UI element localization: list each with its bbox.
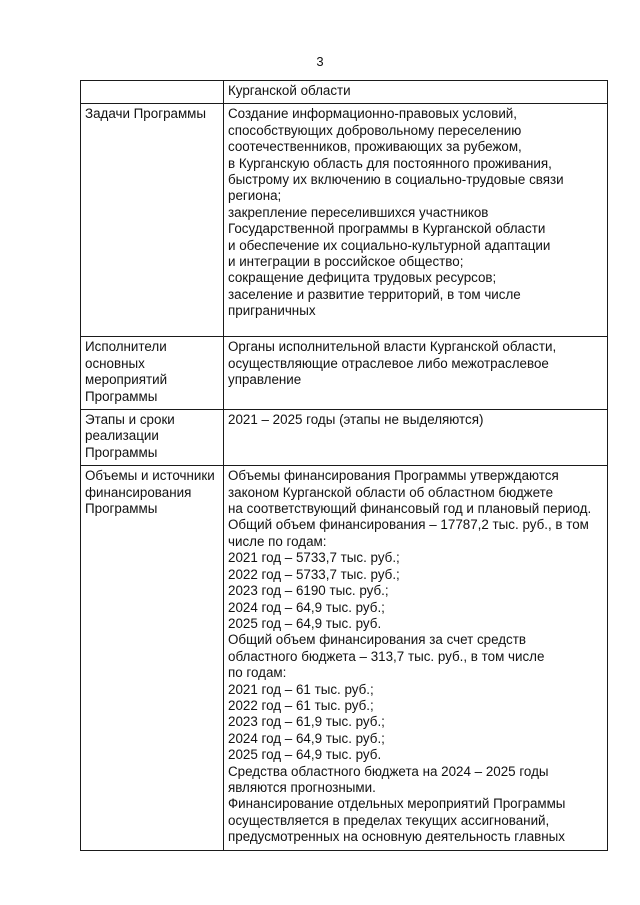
label-line: Программы: [85, 388, 158, 404]
value-line: 2022 год – 61 тыс. руб.;: [228, 697, 374, 713]
value-line: приграничных: [228, 303, 316, 319]
label-line: реализации: [85, 428, 159, 444]
value-line: Общий объем финансирования за счет средств: [228, 632, 526, 648]
row-program-tasks: [81, 104, 608, 337]
label-cell: [81, 104, 224, 337]
row-funding-volumes-sources: [81, 466, 608, 850]
row-program-executors: [81, 337, 608, 410]
value-line: и интеграции в российское общество;: [228, 254, 464, 270]
value-line: Создание информационно-правовых условий,: [228, 106, 518, 122]
value-line: 2025 год – 64,9 тыс. руб.: [228, 747, 382, 763]
value-line: 2023 год – 6190 тыс. руб.;: [228, 583, 389, 599]
value-line: 2021 – 2025 годы (этапы не выделяются): [228, 412, 484, 428]
value-line: Органы исполнительной власти Курганской области,: [228, 339, 557, 355]
value-line: 2024 год – 64,9 тыс. руб.;: [228, 599, 385, 615]
value-line: 2025 год – 64,9 тыс. руб.: [228, 615, 382, 631]
value-line: по годам:: [228, 665, 287, 681]
label-line: Исполнители: [85, 339, 167, 355]
label-cell: [81, 81, 224, 104]
label-cell: [81, 337, 224, 410]
value-line: в Курганскую область для постоянного проживания,: [228, 155, 552, 171]
value-line: на соответствующий финансовый год и плановый период.: [228, 501, 592, 517]
label-line: Объемы и источники: [85, 468, 215, 484]
value-line: управление: [228, 372, 302, 388]
value-line: Курганской области: [228, 83, 351, 98]
value-line: 2022 год – 5733,7 тыс. руб.;: [228, 566, 400, 582]
value-line: закрепление переселившихся участников: [228, 204, 489, 220]
label-line: Задачи Программы: [85, 106, 207, 122]
value-line: Объемы финансирования Программы утверждаются: [228, 468, 559, 484]
value-line: 2021 год – 61 тыс. руб.;: [228, 681, 374, 697]
value-line: Финансирование отдельных мероприятий Программы: [228, 796, 566, 812]
value-cell: [224, 410, 608, 466]
value-line: сокращение дефицита трудовых ресурсов;: [228, 270, 497, 286]
value-line: Общий объем финансирования – 17787,2 тыс. руб., в том: [228, 517, 589, 533]
value-line: осуществляется в пределах текущих ассигнований,: [228, 812, 550, 828]
value-line: и обеспечение их социально-культурной адаптации: [228, 237, 551, 253]
value-line: осуществляющие отраслевое либо межотраслевое: [228, 355, 549, 371]
value-cell: [224, 81, 608, 104]
value-line: 2023 год – 61,9 тыс. руб.;: [228, 714, 385, 730]
row-stages-and-terms: [81, 410, 608, 466]
label-line: мероприятий: [85, 372, 168, 388]
value-line: являются прогнозными.: [228, 779, 376, 795]
value-line: предусмотренных на основную деятельность главных: [228, 829, 565, 845]
label-line: Программы: [85, 501, 158, 517]
label-line: основных: [85, 355, 145, 371]
value-line: 2024 год – 64,9 тыс. руб.;: [228, 730, 385, 746]
label-line: финансирования: [85, 484, 192, 500]
label-cell: [81, 466, 224, 850]
value-line: законом Курганской области об областном бюджете: [228, 484, 554, 500]
value-line: заселение и развитие территорий, в том числе: [228, 286, 521, 302]
label-cell: [81, 410, 224, 466]
value-line: Средства областного бюджета на 2024 – 2025 годы: [228, 763, 549, 779]
table-body: [81, 81, 608, 851]
label-line: Программы: [85, 444, 158, 460]
program-passport-table: [80, 80, 608, 851]
page-number: 3: [316, 54, 324, 69]
value-cell: [224, 104, 608, 337]
value-line: 2021 год – 5733,7 тыс. руб.;: [228, 550, 400, 566]
value-line: способствующих добровольному переселению: [228, 122, 522, 138]
row-region-continuation: [81, 81, 608, 104]
value-line: областного бюджета – 313,7 тыс. руб., в том числе: [228, 648, 545, 664]
value-line: быстрому их включению в социально-трудовые связи: [228, 172, 564, 188]
value-line: региона;: [228, 188, 282, 204]
value-line: Государственной программы в Курганской области: [228, 221, 546, 237]
value-line: соотечественников, проживающих за рубежом,: [228, 139, 522, 155]
value-cell: [224, 466, 608, 850]
label-line: Этапы и сроки: [85, 412, 175, 428]
value-line: числе по годам:: [228, 533, 327, 549]
value-cell: [224, 337, 608, 410]
